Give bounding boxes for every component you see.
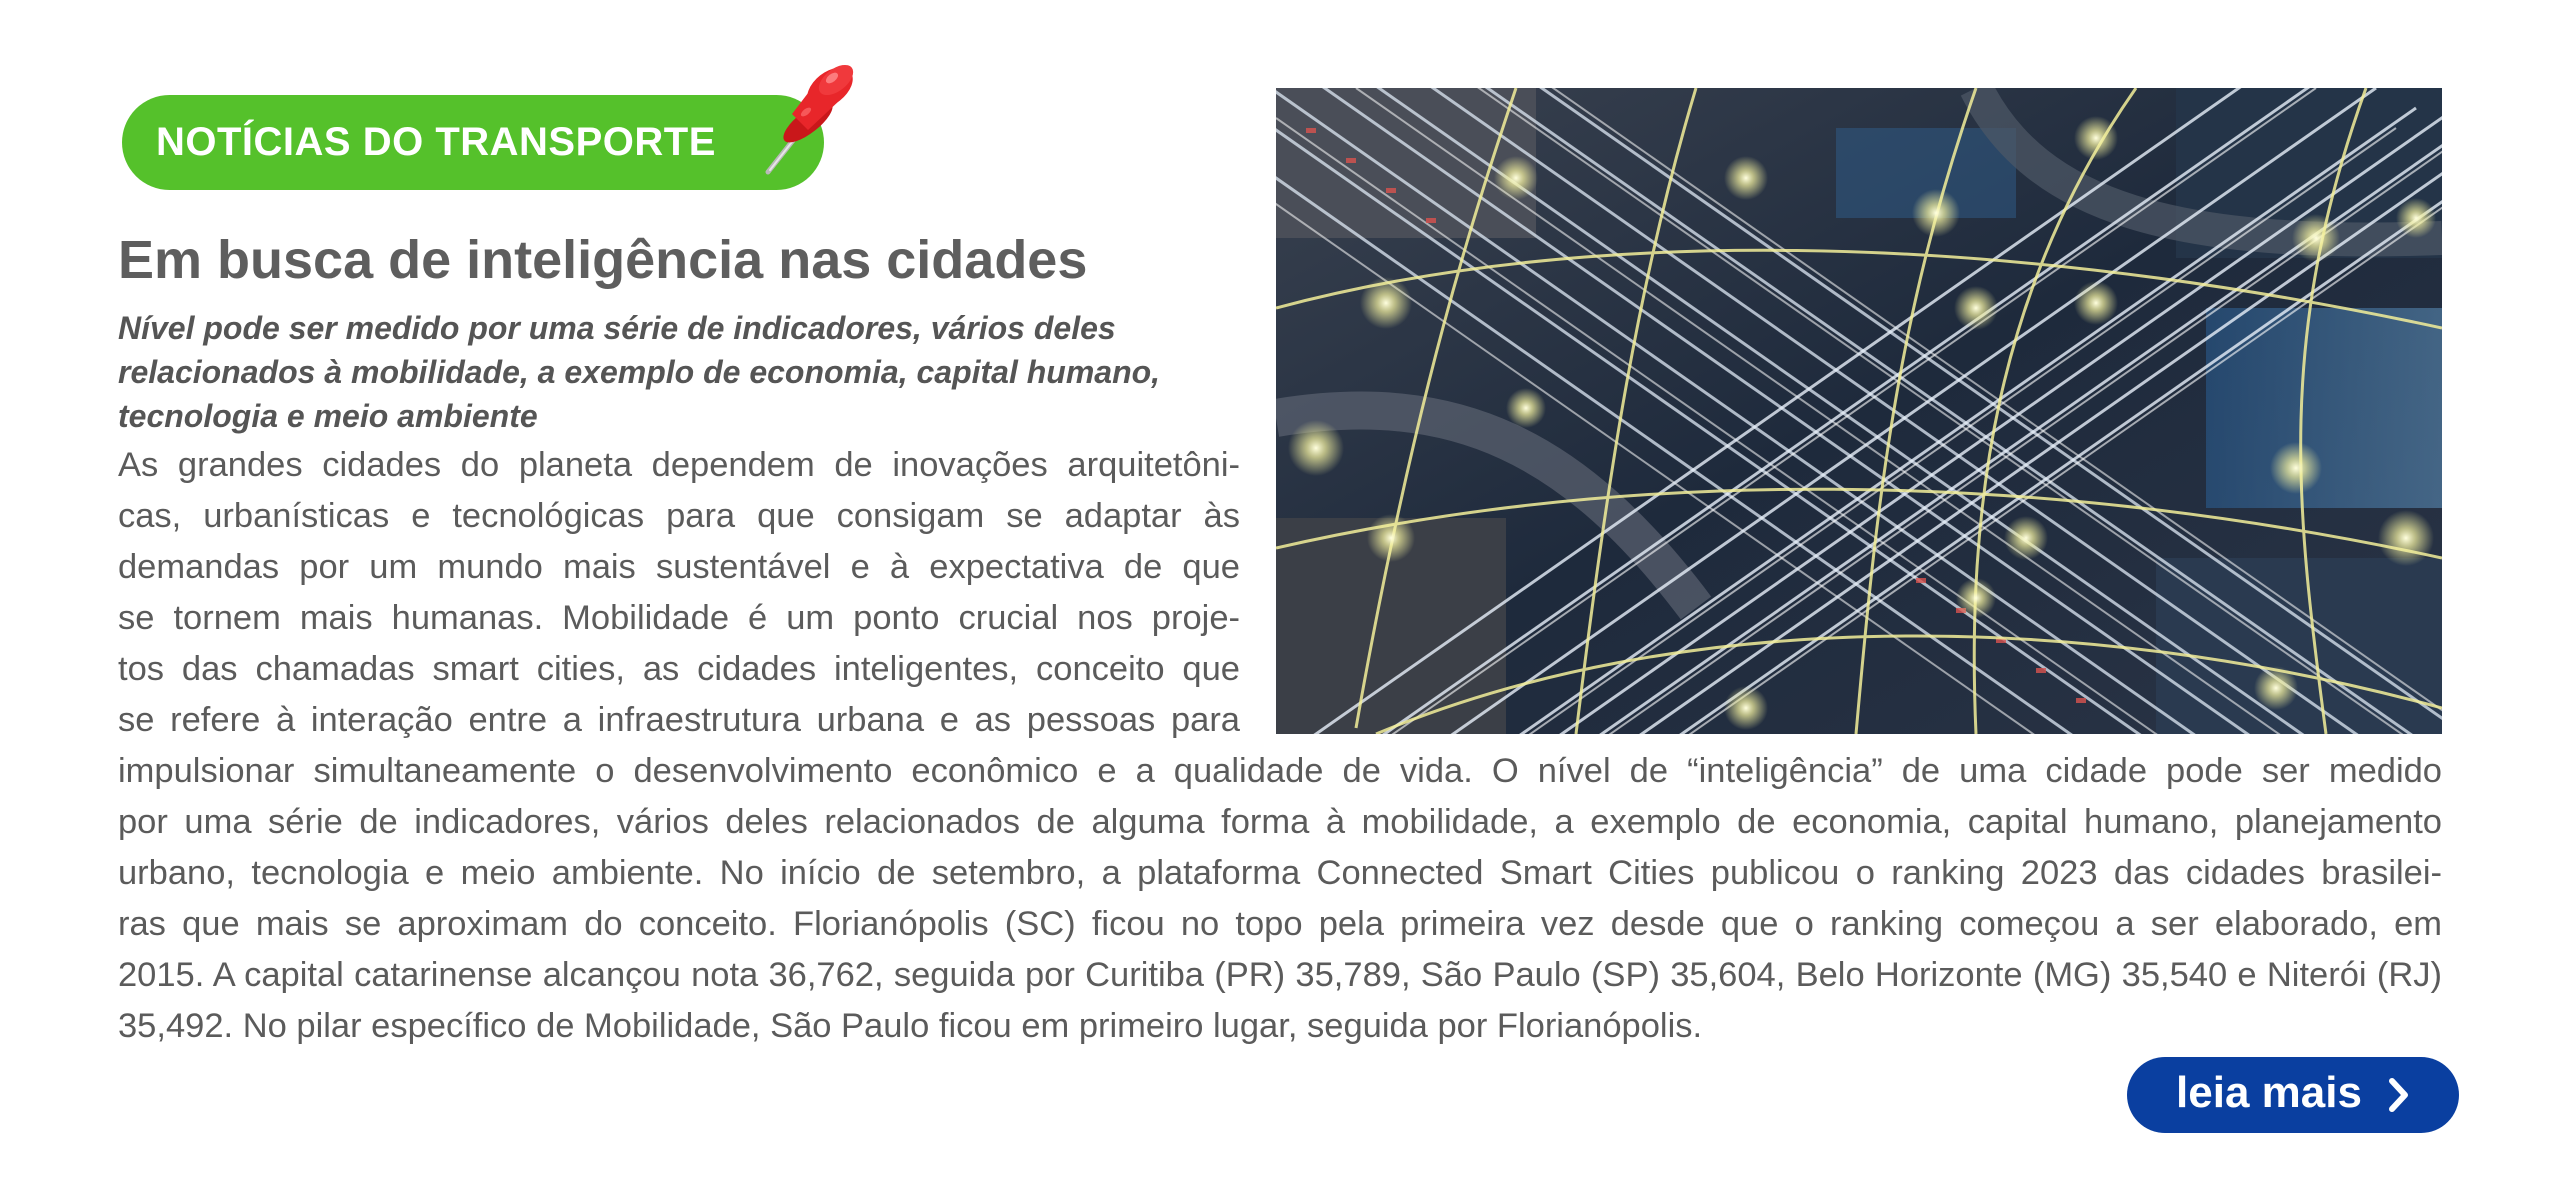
read-more-label: leia mais (2176, 1068, 2362, 1117)
body-line: se tornem mais humanas. Mobilidade é um ponto crucial nos proje- (118, 599, 1240, 637)
body-line: por uma série de indicadores, vários deles relacionados de alguma forma à mobilidade, a exemplo de economia, capital humano, planejamento (118, 803, 2442, 841)
body-line: ras que mais se aproximam do conceito. Florianópolis (SC) ficou no topo pela primeira vez desde que o ranking começou a ser elaborado, em (118, 905, 2442, 943)
body-line: demandas por um mundo mais sustentável e à expectativa de que (118, 548, 1240, 586)
body-line: impulsionar simultaneamente o desenvolvimento econômico e a qualidade de vida. O nível de “inteligência” de uma cidade pode ser medido (118, 752, 2442, 790)
body-line: cas, urbanísticas e tecnológicas para que consigam se adaptar às (118, 497, 1240, 535)
body-line: 35,492. No pilar específico de Mobilidade, São Paulo ficou em primeiro lugar, seguida por Florianópolis. (118, 1007, 1703, 1045)
category-label: NOTÍCIAS DO TRANSPORTE (156, 120, 716, 164)
article-title: Em busca de inteligência nas cidades (118, 230, 1088, 290)
article-body-intro (118, 440, 1240, 746)
body-line: 2015. A capital catarinense alcançou nota 36,762, seguida por Curitiba (PR) 35,789, São Paulo (SP) 35,604, Belo Horizonte (MG) 35,540 e Niterói (RJ) (118, 956, 2442, 994)
article-subtitle: Nível pode ser medido por uma série de indicadores, vários deles relacionados à mobilidade, a exemplo de economia, capital humano, tecnologia e meio ambiente (118, 310, 1161, 434)
body-line: se refere à interação entre a infraestrutura urbana e as pessoas para (118, 701, 1240, 739)
city-traffic-photo (1276, 88, 2442, 734)
body-line: urbano, tecnologia e meio ambiente. No início de setembro, a plataforma Connected Smart Cities publicou o ranking 2023 das cidades brasilei- (118, 854, 2442, 892)
pushpin-icon (748, 50, 868, 180)
smart-city-image (1276, 88, 2442, 734)
article-body-continued (118, 746, 2442, 1052)
read-more-button[interactable] (2127, 1057, 2459, 1133)
chevron-right-icon (2388, 1077, 2410, 1113)
body-line: As grandes cidades do planeta dependem de inovações arquitetôni- (118, 446, 1240, 484)
category-badge (122, 95, 824, 190)
body-line: tos das chamadas smart cities, as cidades inteligentes, conceito que (118, 650, 1240, 688)
